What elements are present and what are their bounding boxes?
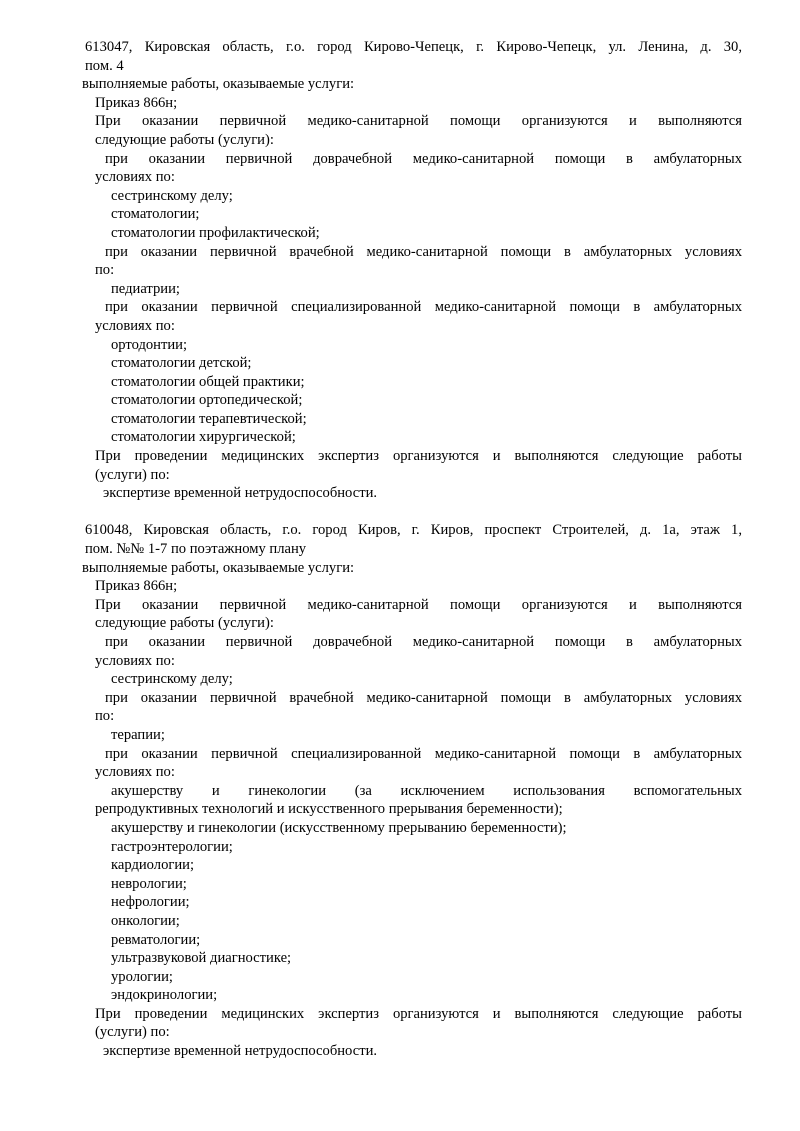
- primary-intro-line: следующие работы (услуги):: [95, 131, 274, 148]
- vrach-heading: [85, 689, 742, 708]
- order-line: Приказ 866н;: [95, 94, 178, 111]
- list-item: акушерству и гинекологии (за исключением использования вспомогательных: [111, 782, 742, 799]
- list-item: экспертизе временной нетрудоспособности.: [103, 1043, 378, 1060]
- prevrach-heading: [85, 150, 742, 169]
- vrach-heading-cont: по:: [95, 708, 115, 725]
- list-item: нефрологии;: [111, 894, 190, 911]
- primary-intro-line: При оказании первичной медико-санитарной помощи организуются и выполняются: [95, 596, 742, 613]
- list-item: стоматологии детской;: [111, 355, 252, 372]
- list-item: гастроэнтерологии;: [111, 838, 233, 855]
- address-line: 613047, Кировская область, г.о. город Кирово-Чепецк, г. Кирово-Чепецк, ул. Ленина, д. 30,: [85, 39, 742, 55]
- list-item: ультразвуковой диагностике;: [111, 950, 292, 967]
- list-item: сестринскому делу;: [111, 187, 233, 204]
- list-item: стоматологии ортопедической;: [111, 392, 303, 409]
- list-item: акушерству и гинекологии (искусственному прерыванию беременности);: [111, 819, 567, 836]
- vrach-heading: [85, 243, 742, 262]
- primary-intro-line: При оказании первичной медико-санитарной помощи организуются и выполняются: [95, 113, 742, 130]
- expert-intro-line: (услуги) по:: [95, 1024, 170, 1041]
- list-item: стоматологии общей практики;: [111, 373, 305, 390]
- works-label: выполняемые работы, оказываемые услуги:: [82, 559, 355, 576]
- order-line: Приказ 866н;: [95, 578, 178, 595]
- list-item-cont: репродуктивных технологий и искусственного прерывания беременности);: [95, 801, 563, 818]
- list-item: кардиологии;: [111, 857, 195, 874]
- list-item: сестринскому делу;: [111, 671, 233, 688]
- vrach-heading-text: при оказании первичной врачебной медико-санитарной помощи в амбулаторных условиях: [105, 243, 742, 260]
- spec-heading: [85, 298, 742, 317]
- works-label: выполняемые работы, оказываемые услуги:: [82, 76, 355, 93]
- prevrach-heading-cont: условиях по:: [95, 169, 175, 186]
- document-page: [82, 38, 742, 1061]
- prevrach-heading-cont: условиях по:: [95, 652, 175, 669]
- primary-intro-line: следующие работы (услуги):: [95, 615, 274, 632]
- prevrach-heading: [85, 633, 742, 652]
- expert-intro-line: При проведении медицинских экспертиз организуются и выполняются следующие работы: [95, 1005, 742, 1022]
- address-line: пом. 4: [85, 57, 124, 74]
- address-line: пом. №№ 1-7 по поэтажному плану: [85, 541, 307, 558]
- prevrach-heading-text: при оказании первичной доврачебной медико-санитарной помощи в амбулаторных: [105, 634, 742, 650]
- list-item: терапии;: [111, 726, 165, 743]
- expert-intro-line: (услуги) по:: [95, 466, 170, 483]
- prevrach-heading-text: при оказании первичной доврачебной медико-санитарной помощи в амбулаторных: [105, 150, 742, 167]
- list-item: стоматологии хирургической;: [111, 429, 296, 446]
- spec-heading-cont: условиях по:: [95, 317, 175, 334]
- vrach-heading-text: при оказании первичной врачебной медико-санитарной помощи в амбулаторных условиях: [105, 689, 742, 706]
- list-item: урологии;: [111, 968, 173, 985]
- list-item: стоматологии;: [111, 206, 200, 223]
- list-item: стоматологии профилактической;: [111, 224, 320, 241]
- spec-heading-cont: условиях по:: [95, 764, 175, 781]
- list-item: неврологии;: [111, 875, 187, 892]
- spec-heading-text: при оказании первичной специализированной медико-санитарной помощи в амбулаторных: [105, 745, 742, 762]
- location-block-2: [82, 521, 742, 1060]
- location-block-1: [82, 38, 742, 503]
- list-item: онкологии;: [111, 912, 180, 929]
- spec-heading-text: при оказании первичной специализированной медико-санитарной помощи в амбулаторных: [105, 299, 742, 316]
- expert-intro-line: При проведении медицинских экспертиз организуются и выполняются следующие работы: [95, 448, 742, 465]
- spec-heading: [85, 745, 742, 764]
- address-line: 610048, Кировская область, г.о. город Киров, г. Киров, проспект Строителей, д. 1а, этаж 1,: [85, 522, 742, 539]
- list-item: экспертизе временной нетрудоспособности.: [103, 485, 378, 502]
- list-item: стоматологии терапевтической;: [111, 410, 307, 427]
- vrach-heading-cont: по:: [95, 262, 115, 279]
- list-item: эндокринологии;: [111, 987, 218, 1004]
- list-item: ревматологии;: [111, 931, 201, 948]
- list-item: ортодонтии;: [111, 336, 188, 353]
- list-item: педиатрии;: [111, 280, 180, 297]
